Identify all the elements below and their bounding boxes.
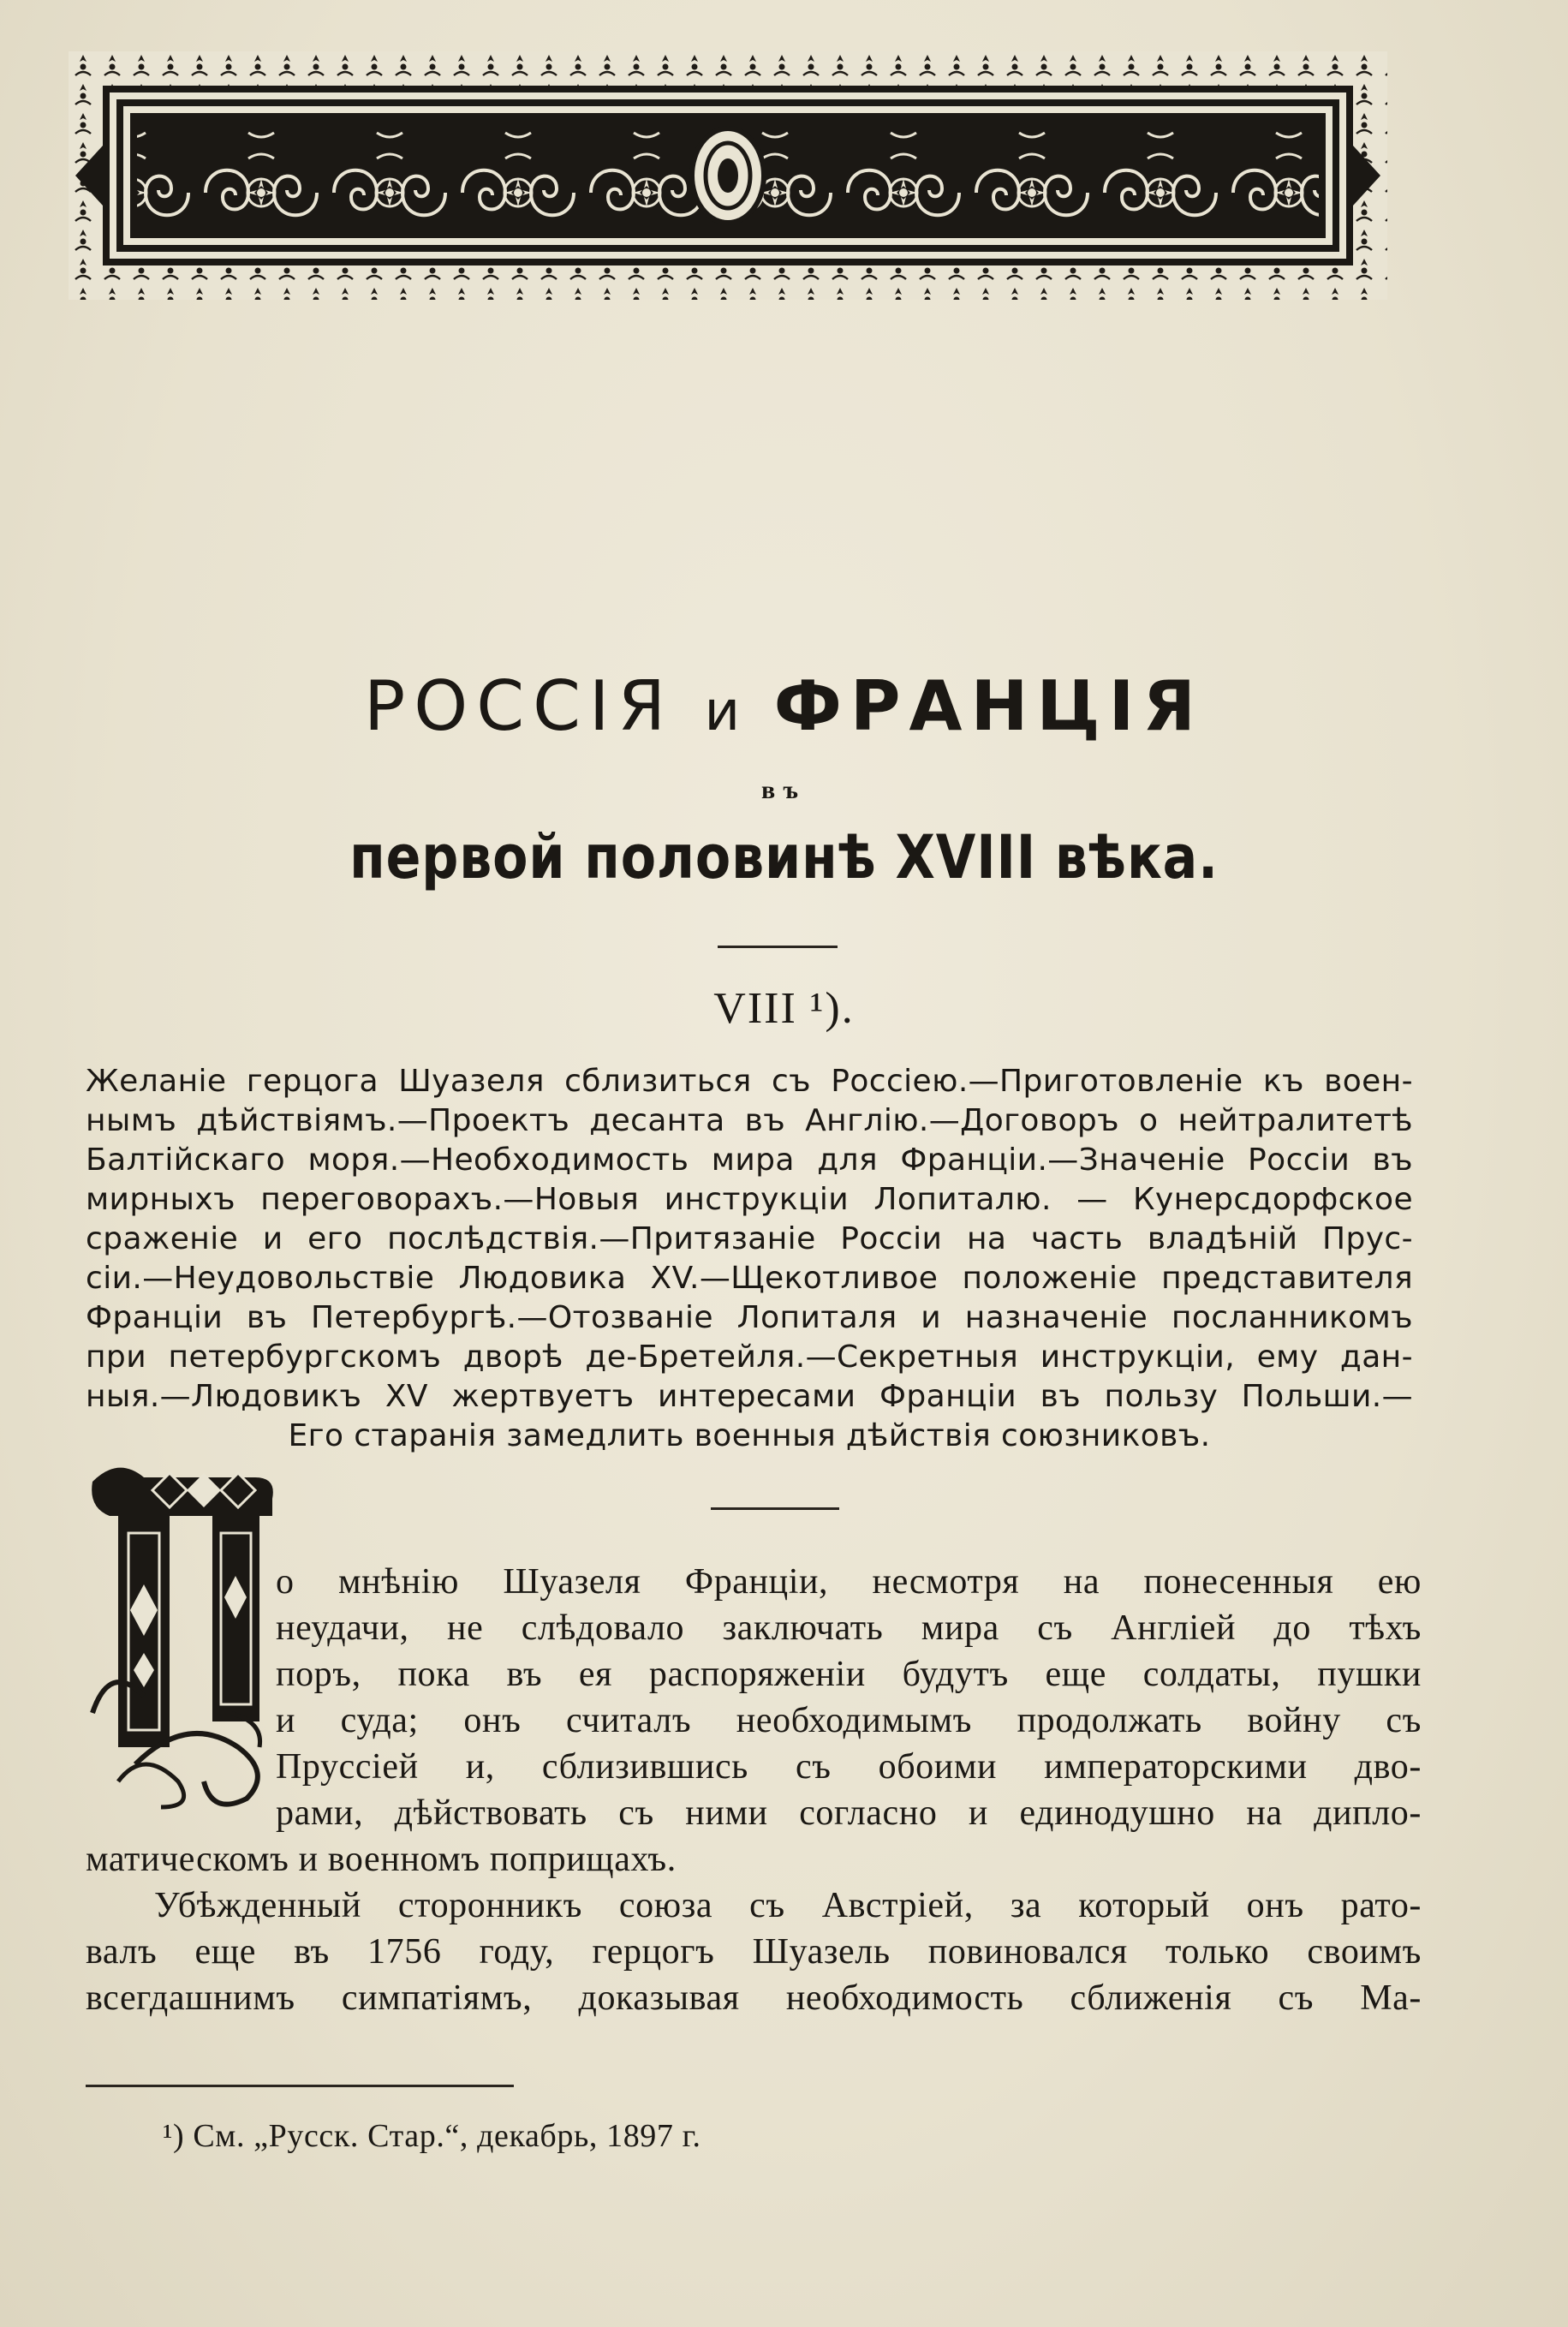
body-line: матическомъ и военномъ поприщахъ. <box>86 1840 677 1879</box>
summary-line: сраженіе и его послѣдствія.—Притязаніе Россіи на часть владѣній Прус- <box>86 1221 1413 1256</box>
title-word-france: ФРАНЦІЯ <box>773 666 1204 746</box>
footnote-divider <box>86 2085 514 2087</box>
summary-line: при петербургскомъ дворѣ де-Бретейля.—Секретныя инструкціи, ему дан- <box>86 1340 1413 1375</box>
chapter-number: VIII ¹). <box>713 984 855 1033</box>
title-divider <box>718 946 838 948</box>
drop-cap-icon <box>84 1456 289 1816</box>
body-line: Убѣжденный сторонникъ союза съ Австріей, за который онъ рато- <box>154 1886 1422 1925</box>
body-line: поръ, пока въ ея распоряженіи будутъ еще солдаты, пушки <box>276 1655 1422 1694</box>
ornamental-header-icon <box>69 51 1387 300</box>
summary-line: мирныхъ переговорахъ.—Новыя инструкціи Лопиталю. — Кунерсдорфское <box>86 1182 1413 1217</box>
summary-divider <box>711 1507 839 1510</box>
body-line: о мнѣнію Шуазеля Франціи, несмотря на понесенныя ею <box>276 1562 1422 1602</box>
body-line: и суда; онъ считалъ необходимымъ продолжать войну съ <box>276 1701 1422 1740</box>
body-indented <box>276 1559 1422 1836</box>
body-line: рами, дѣйствовать съ ними согласно и единодушно на дипло- <box>276 1793 1422 1833</box>
body-line: неудачи, не слѣдовало заключать мира съ Англіей до тѣхъ <box>276 1608 1422 1648</box>
summary-line: нымъ дѣйствіямъ.—Проектъ десанта въ Англію.—Договоръ о нейтралитетѣ <box>86 1103 1413 1138</box>
page-title <box>0 666 1568 746</box>
body-line: Пруссіей и, сблизившись съ обоими императорскими дво- <box>276 1747 1422 1787</box>
summary-line: Франціи въ Петербургѣ.—Отозваніе Лопиталя и назначеніе посланникомъ <box>86 1300 1413 1335</box>
summary-line: Его старанія замедлить военныя дѣйствія союзниковъ. <box>288 1418 1211 1453</box>
title-word-russia: РОССІЯ <box>364 666 675 746</box>
summary-line: Желаніе герцога Шуазеля сблизиться съ Россіею.—Приготовленіе къ воен- <box>86 1064 1413 1099</box>
title-word-and: и <box>704 680 744 743</box>
page-subtitle: первой половинѣ XVIII вѣка. <box>349 822 1219 892</box>
body-line: всегдашнимъ симпатіямъ, доказывая необходимость сближенія съ Ма- <box>86 1978 1422 2018</box>
summary-line: ныя.—Людовикъ XV жертвуетъ интересами Франціи въ пользу Польши.— <box>86 1379 1413 1414</box>
summary-line: сіи.—Неудовольствіе Людовика XV.—Щекотливое положеніе представителя <box>86 1261 1413 1296</box>
chapter-summary <box>86 1062 1413 1456</box>
footnote: ¹) См. „Русск. Стар.“, декабрь, 1897 г. <box>163 2118 701 2154</box>
title-preposition: въ <box>761 776 807 804</box>
body-line: валъ еще въ 1756 году, герцогъ Шуазель повиновался только своимъ <box>86 1932 1422 1972</box>
summary-line: Балтійскаго моря.—Необходимость мира для Франціи.—Значеніе Россіи въ <box>86 1143 1413 1178</box>
body-full <box>86 1836 1422 2021</box>
